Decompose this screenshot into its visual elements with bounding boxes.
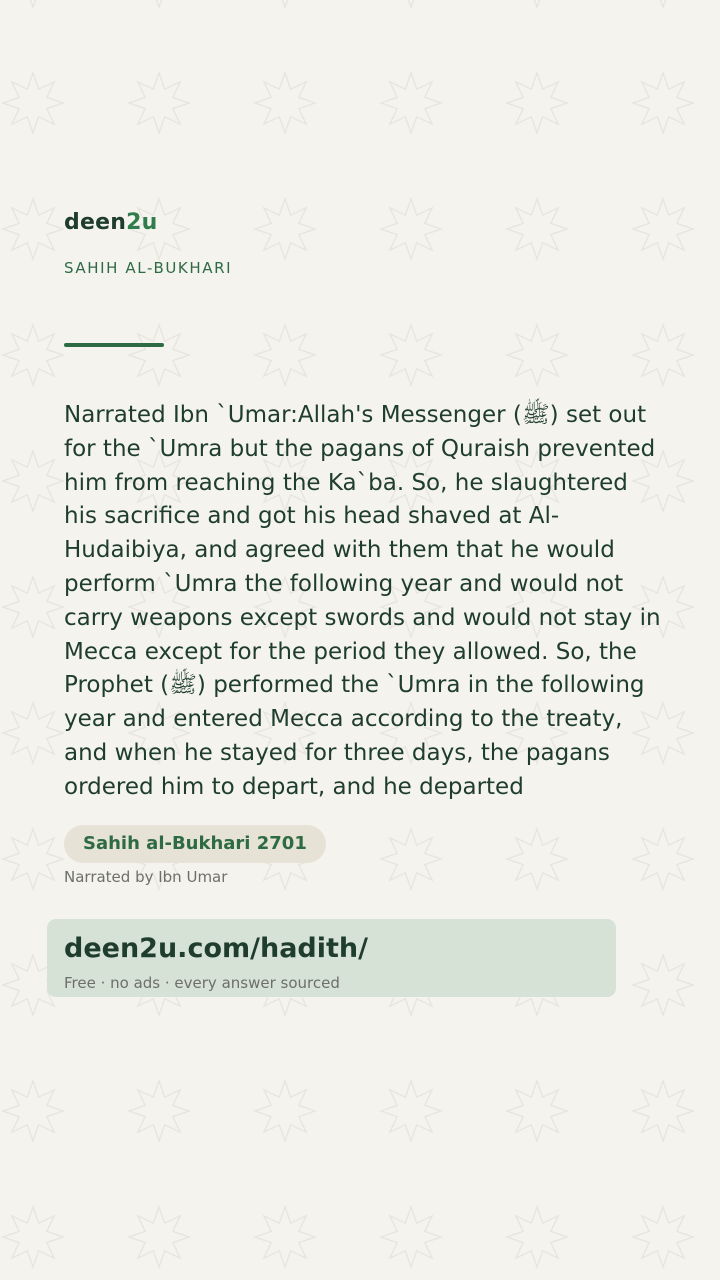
brand-name-prefix: deen xyxy=(64,210,127,235)
narrator-line: Narrated by Ibn Umar xyxy=(64,868,228,886)
brand-name-accent: 2u xyxy=(126,210,158,235)
hadith-reference-badge: Sahih al-Bukhari 2701 xyxy=(64,825,326,863)
collection-title: SAHIH AL-BUKHARI xyxy=(64,259,233,277)
source-link-url[interactable]: deen2u.com/hadith/ xyxy=(64,933,369,964)
source-link-card[interactable] xyxy=(47,919,616,997)
brand-logo xyxy=(64,210,157,235)
source-link-tagline: Free · no ads · every answer sourced xyxy=(64,974,340,992)
hadith-text: Narrated Ibn `Umar:Allah's Messenger (ﷺ) set out for the `Umra but the pagans of Quraish prevented him from reaching the Ka`ba. So, he slaughtered his sacrifice and got his head shaved at Al-Hudaibiya, and agreed with them that he would perform `Umra the following year and would not carry weapons except swords and would not stay in Mecca except for the period they allowed. So, the Prophet (ﷺ) performed the `Umra in the following year and entered Mecca according to the treaty, and when he stayed for three days, the pagans ordered him to depart, and he departed xyxy=(64,402,661,800)
section-divider xyxy=(64,343,164,347)
